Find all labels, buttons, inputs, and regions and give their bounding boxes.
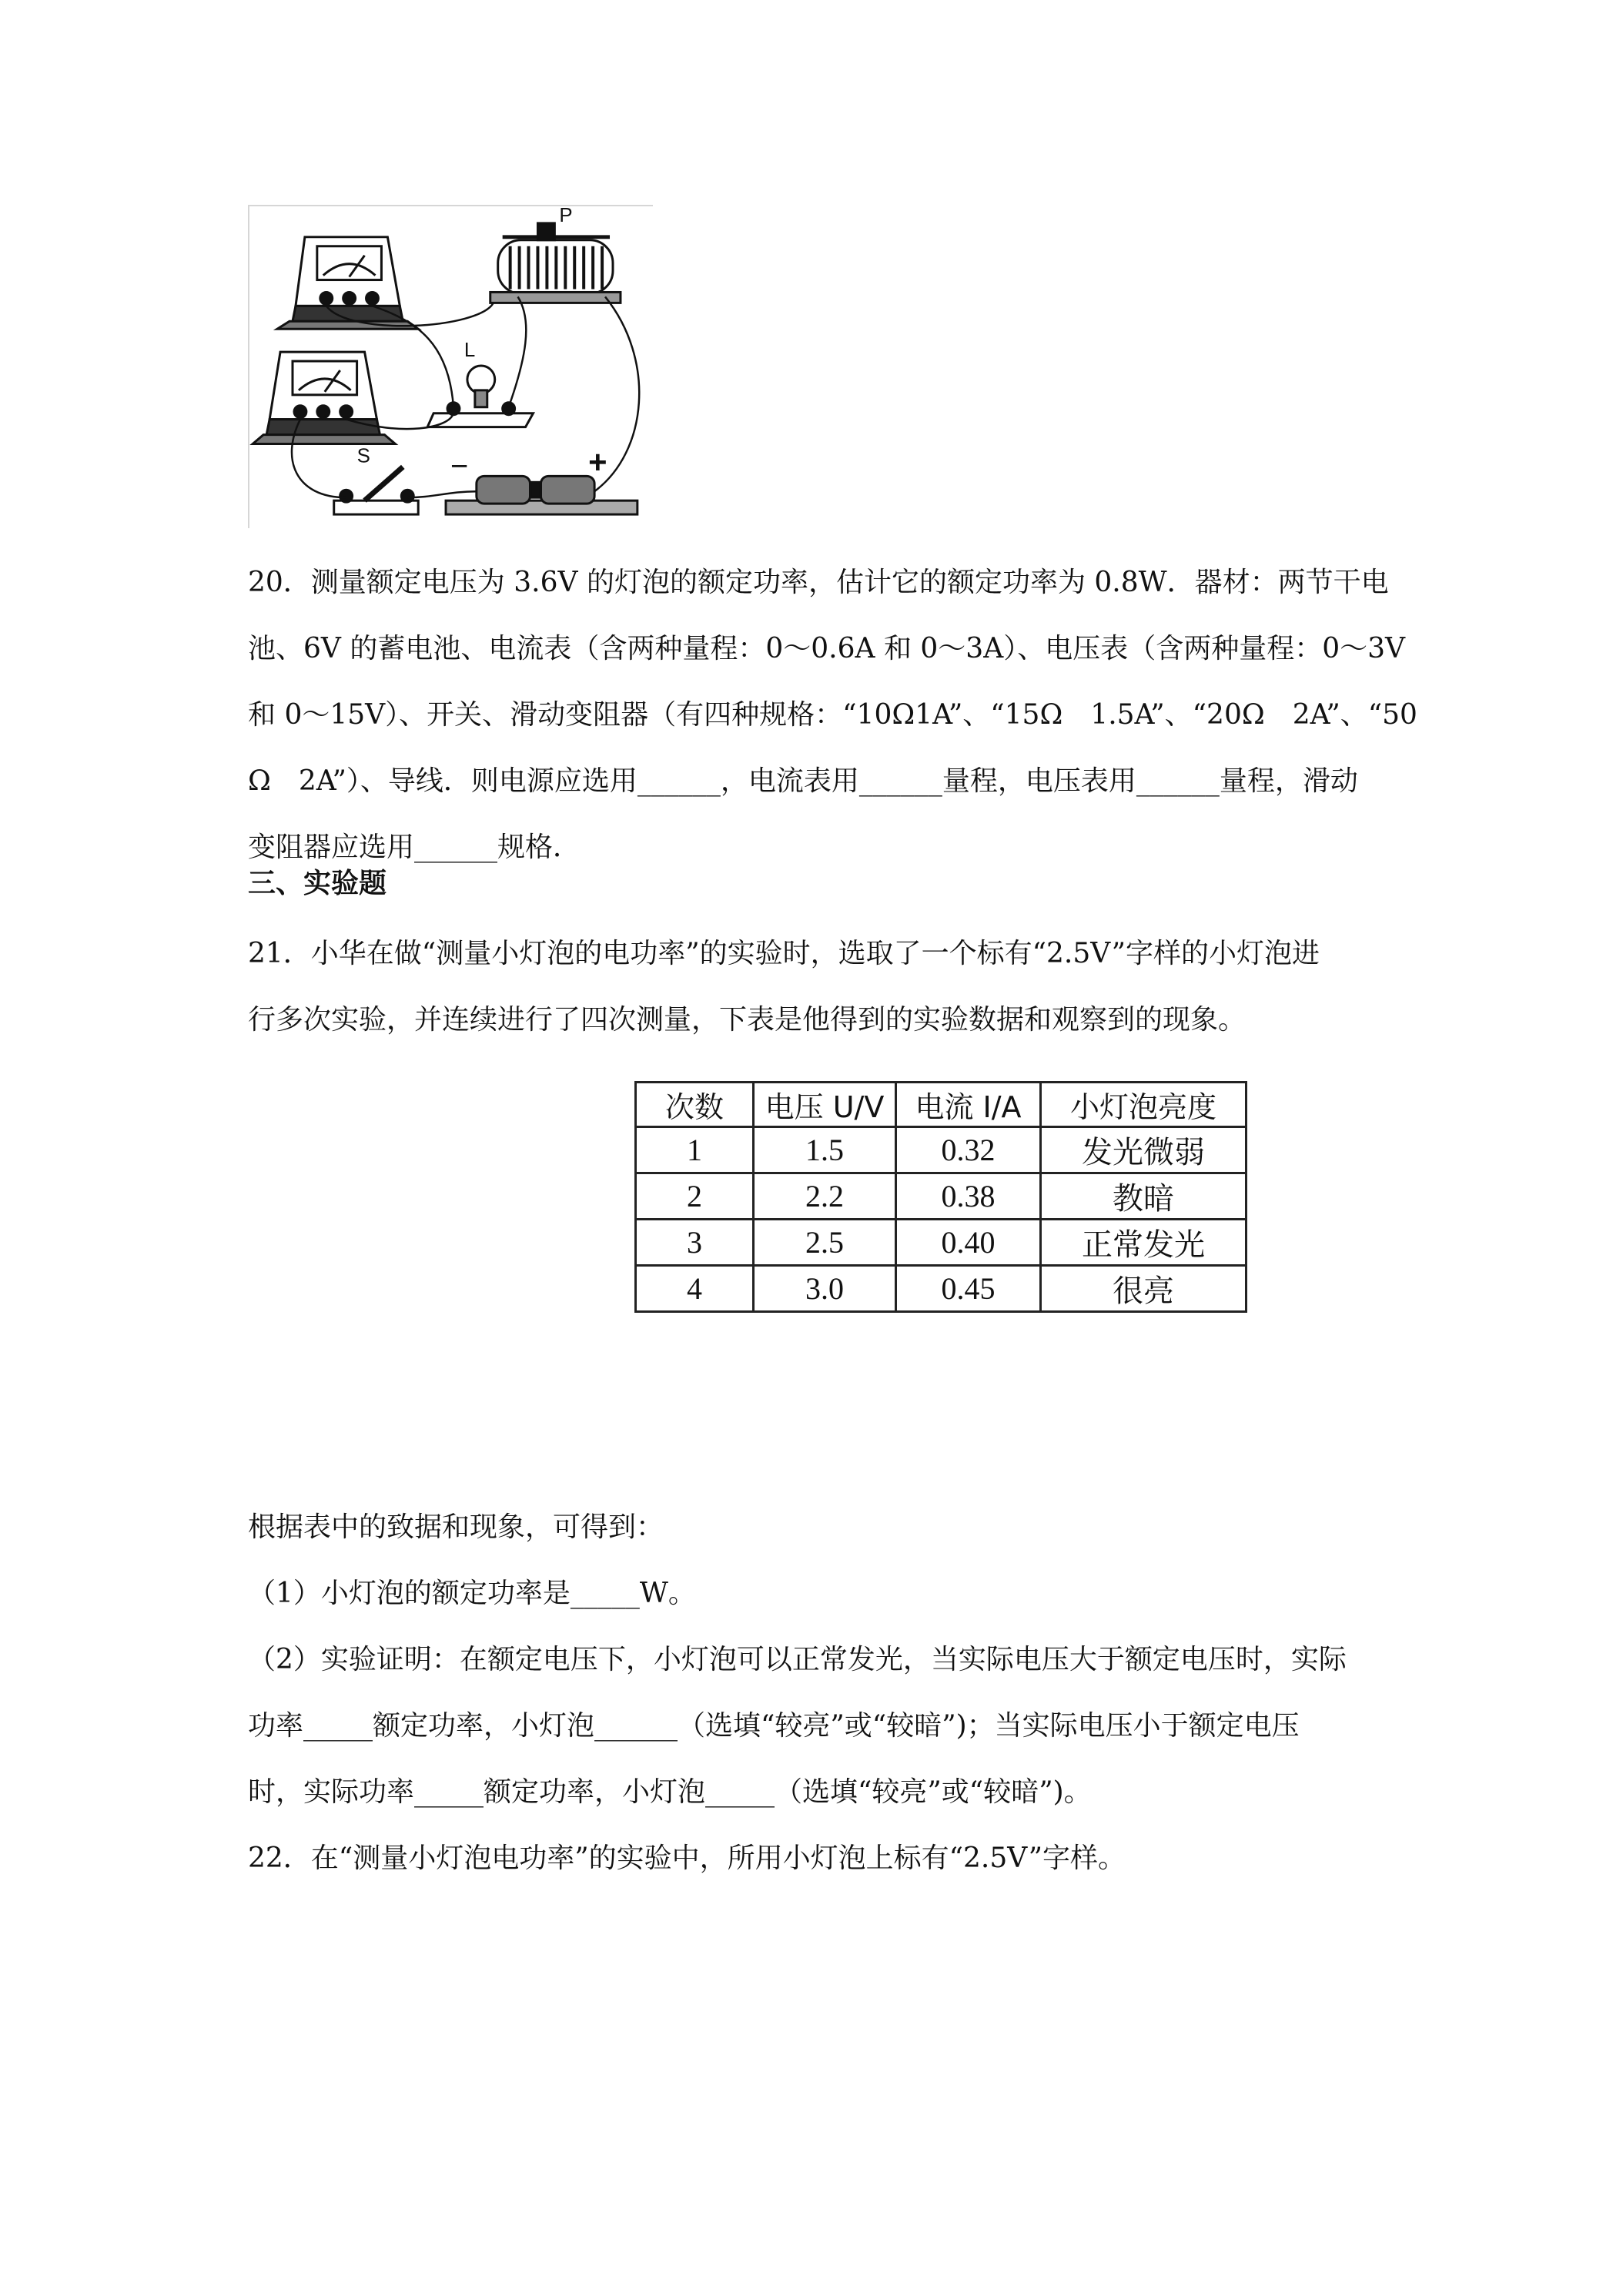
ammeter-icon bbox=[253, 352, 395, 443]
table-cell: 0.38 bbox=[896, 1173, 1041, 1220]
column-header: 次数 bbox=[636, 1083, 754, 1127]
table-cell: 2 bbox=[636, 1173, 754, 1220]
q21-line: 功率_____额定功率，小灯泡______（选填“较亮”或“较暗”)；当实际电压小于额定电压 bbox=[248, 1710, 1300, 1742]
q20-line: 20．测量额定电压为 3.6V 的灯泡的额定功率，估计它的额定功率为 0.8W．器材：两节干电 bbox=[248, 567, 1389, 598]
question-22 bbox=[248, 1826, 1387, 1892]
label-p: P bbox=[559, 206, 573, 226]
table-cell: 0.32 bbox=[896, 1127, 1041, 1173]
q20-line: 变阻器应选用______规格． bbox=[248, 832, 581, 863]
label-s: S bbox=[356, 445, 370, 467]
question-21 bbox=[248, 921, 1387, 1053]
table-row bbox=[636, 1127, 1247, 1173]
lamp-icon bbox=[427, 366, 533, 427]
q21-line: 行多次实验，并连续进行了四次测量，下表是他得到的实验数据和观察到的现象。 bbox=[248, 1004, 1247, 1036]
table-row bbox=[636, 1266, 1247, 1312]
rheostat-icon bbox=[490, 223, 621, 303]
circuit-diagram bbox=[248, 205, 653, 528]
table-cell: 1 bbox=[636, 1127, 754, 1173]
table-cell: 发光微弱 bbox=[1041, 1127, 1247, 1173]
column-header: 电压 U/V bbox=[754, 1083, 896, 1127]
q21-line: 时，实际功率_____额定功率，小灯泡_____（选填“较亮”或“较暗”)。 bbox=[248, 1776, 1092, 1808]
table-row bbox=[636, 1173, 1247, 1220]
q21-line: （2）实验证明：在额定电压下，小灯泡可以正常发光，当实际电压大于额定电压时，实际 bbox=[248, 1644, 1347, 1675]
q22-line: 22．在“测量小灯泡电功率”的实验中，所用小灯泡上标有“2.5V”字样。 bbox=[248, 1842, 1126, 1874]
q21-line: 21．小华在做“测量小灯泡的电功率”的实验时，选取了一个标有“2.5V”字样的小灯泡进 bbox=[248, 938, 1320, 969]
q21-line: 根据表中的致据和现象，可得到： bbox=[248, 1511, 664, 1543]
switch-icon bbox=[334, 467, 418, 514]
table-cell: 4 bbox=[636, 1266, 754, 1312]
table-cell: 3.0 bbox=[754, 1266, 896, 1312]
label-l: L bbox=[463, 340, 476, 362]
table-cell: 3 bbox=[636, 1220, 754, 1266]
data-table bbox=[634, 1081, 1247, 1313]
question-20 bbox=[248, 550, 1417, 881]
column-header: 小灯泡亮度 bbox=[1041, 1083, 1247, 1127]
q20-line: Ω 2A”）、导线．则电源应选用______，电流表用______量程，电压表用______量程，滑动 bbox=[248, 765, 1358, 797]
table-header-row bbox=[636, 1083, 1247, 1127]
table-cell: 2.5 bbox=[754, 1220, 896, 1266]
q20-line: 池、6V 的蓄电池、电流表（含两种量程：0～0.6A 和 0～3A）、电压表（含两种量程：0～3V bbox=[248, 633, 1406, 664]
question-21-answers bbox=[248, 1494, 1387, 1826]
table-cell: 2.2 bbox=[754, 1173, 896, 1220]
table-cell: 教暗 bbox=[1041, 1173, 1247, 1220]
table-cell: 0.45 bbox=[896, 1266, 1041, 1312]
q20-line: 和 0～15V）、开关、滑动变阻器（有四种规格：“10Ω1A”、“15Ω 1.5A”、“20Ω 2A”、“50 bbox=[248, 699, 1417, 731]
table-cell: 很亮 bbox=[1041, 1266, 1247, 1312]
table-cell: 0.40 bbox=[896, 1220, 1041, 1266]
section-heading: 三、实验题 bbox=[248, 868, 387, 899]
label-minus: − bbox=[450, 449, 469, 484]
q21-line: （1）小灯泡的额定功率是_____W。 bbox=[248, 1578, 696, 1609]
table-cell: 1.5 bbox=[754, 1127, 896, 1173]
table-row bbox=[636, 1220, 1247, 1266]
battery-icon bbox=[446, 476, 637, 514]
label-plus: + bbox=[588, 443, 607, 480]
column-header: 电流 I/A bbox=[896, 1083, 1041, 1127]
table-cell: 正常发光 bbox=[1041, 1220, 1247, 1266]
